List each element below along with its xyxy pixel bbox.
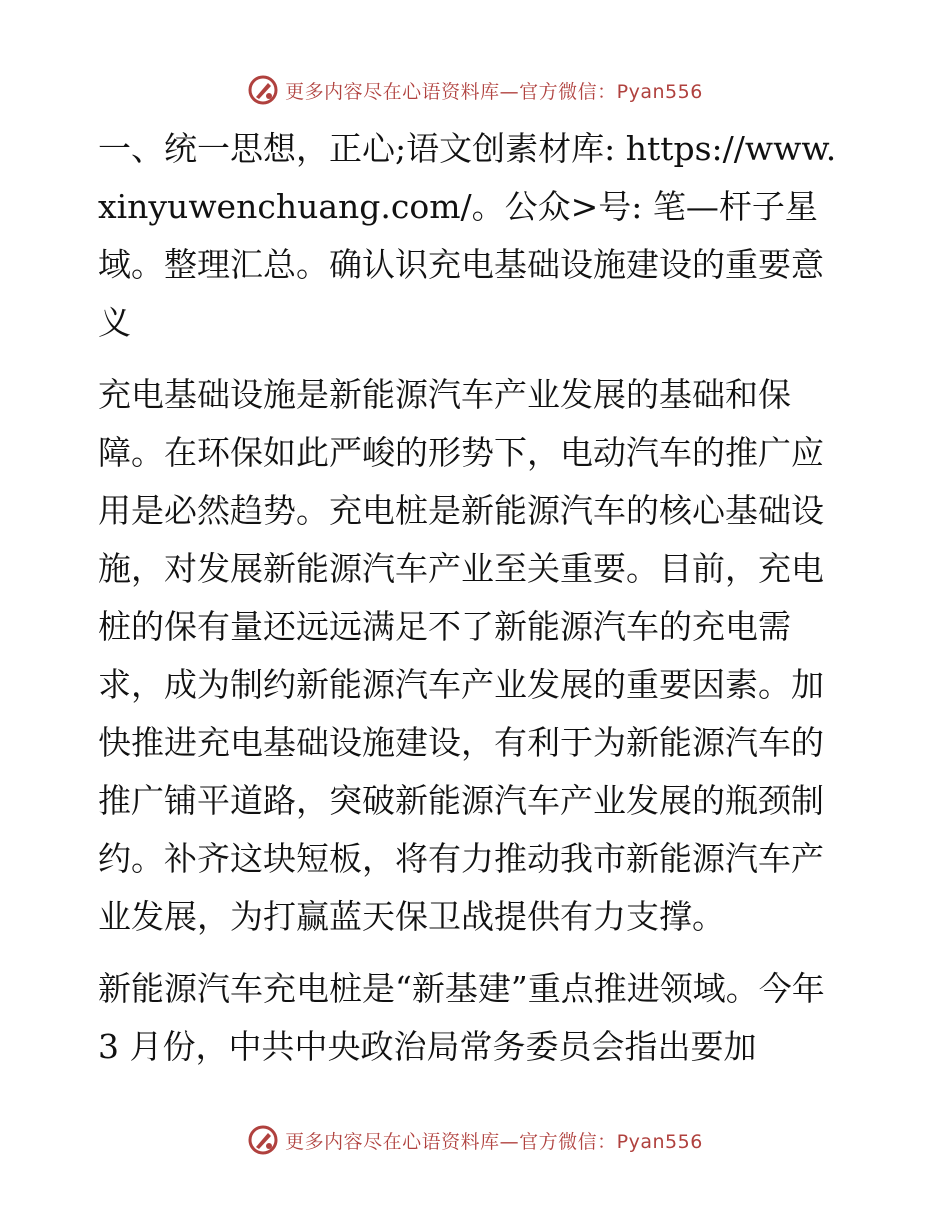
banner-text: 更多内容尽在心语资料库—官方微信：Pyan556 bbox=[285, 1130, 703, 1153]
banner-text: 更多内容尽在心语资料库—官方微信：Pyan556 bbox=[285, 80, 703, 103]
document-body bbox=[98, 120, 850, 1076]
pen-circle-logo-icon bbox=[247, 1124, 279, 1156]
paragraph-heading: 一、统一思想，正心;语文创素材库: https://www.xinyuwenchuang.com/。公众>号: 笔—杆子星域。整理汇总。确认识充电基础设施建设的重要意义 bbox=[98, 129, 837, 342]
wechat-account: Pyan556 bbox=[616, 1130, 703, 1153]
pen-circle-logo-icon bbox=[247, 74, 279, 106]
paragraph: 充电基础设施是新能源汽车产业发展的基础和保障。在环保如此严峻的形势下，电动汽车的推广应用是必然趋势。充电桩是新能源汽车的核心基础设施，对发展新能源汽车产业至关重要。目前，充电桩的保有量还远远满足不了新能源汽车的充电需求，成为制约新能源汽车产业发展的重要因素。加快推进充电基础设施建设，有利于为新能源汽车的推广铺平道路，突破新能源汽车产业发展的瓶颈制约。补齐这块短板，将有力推动我市新能源汽车产业发展，为打赢蓝天保卫战提供有力支撑。 bbox=[98, 375, 824, 936]
paragraph: 新能源汽车充电桩是“新基建”重点推进领域。今年 3 月份，中共中央政治局常务委员会指出要加 bbox=[98, 969, 825, 1066]
footer-banner bbox=[0, 1120, 950, 1160]
header-banner bbox=[0, 70, 950, 110]
wechat-account: Pyan556 bbox=[616, 80, 703, 103]
